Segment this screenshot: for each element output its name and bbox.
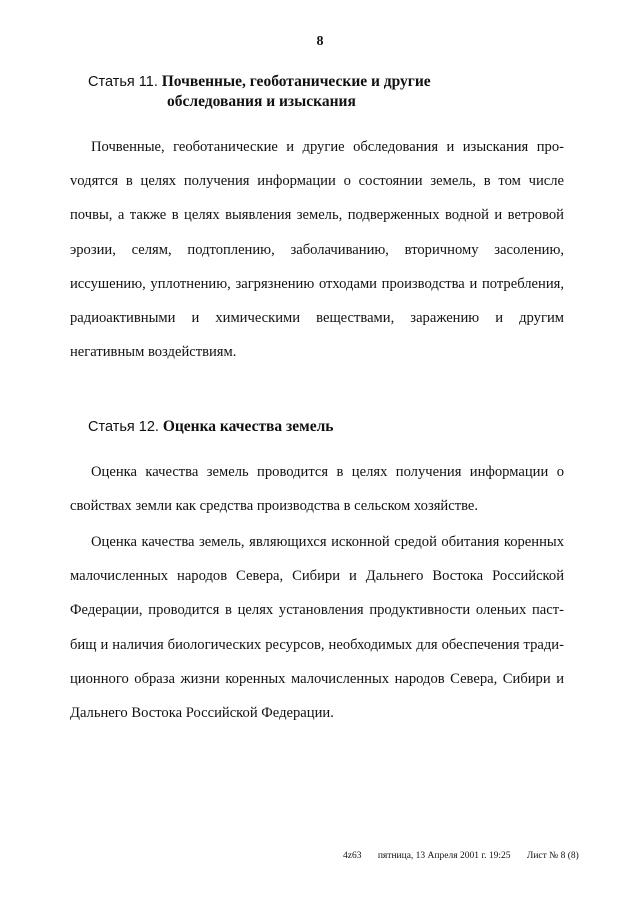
article-11-paragraph: Почвенные, геоботанические и другие обследования и изыскания проvодятся в целях получения информации о состоянии земель, в том числе почвы, а также в целях выявления земель, подверженных водной и ветровой эрозии, селям, подтоплению, заболачиванию, вторичному засолению, иссушению, уплотнению, загрязнению отходами производства и потребления, радиоактивными и химическими веществами, заражению и другим негативным воздействиям. <box>70 139 564 361</box>
page-footer <box>343 851 579 861</box>
article-12-paragraph-2: Оценка качества земель, являющихся исконной средой обитания коренных малочисленных народов Севера, Сибири и Дальнего Востока Российской Федерации, проводится в целях установления продуктивности оленьих пастбищ и наличия биологических ресурсов, необходимых для обеспечения традиционного образа жизни коренных малочисленных народов Севера, Сибири и Дальнего Востока Российской Федерации. <box>70 534 564 722</box>
footer-code: 4z63 <box>343 851 362 861</box>
article-11-label: Статья 11. <box>88 74 158 90</box>
article-12-heading <box>88 417 334 437</box>
article-11-heading <box>88 72 448 112</box>
page-number: 8 <box>316 34 324 49</box>
article-11-title-line2: обследования и изыскания <box>167 93 356 110</box>
article-12-paragraph-1: Оценка качества земель проводится в целях получения информации о свойствах земли как средства производства в сельском хозяйстве. <box>70 464 564 515</box>
footer-datetime: пятница, 13 Апреля 2001 г. 19:25 <box>377 851 511 861</box>
footer-sheet: Лист № 8 (8) <box>526 851 579 861</box>
article-12-label: Статья 12. <box>88 419 159 435</box>
article-11-title-line1: Почвенные, геоботанические и другие <box>161 73 431 90</box>
article-12-title: Оценка качества земель <box>162 418 334 435</box>
